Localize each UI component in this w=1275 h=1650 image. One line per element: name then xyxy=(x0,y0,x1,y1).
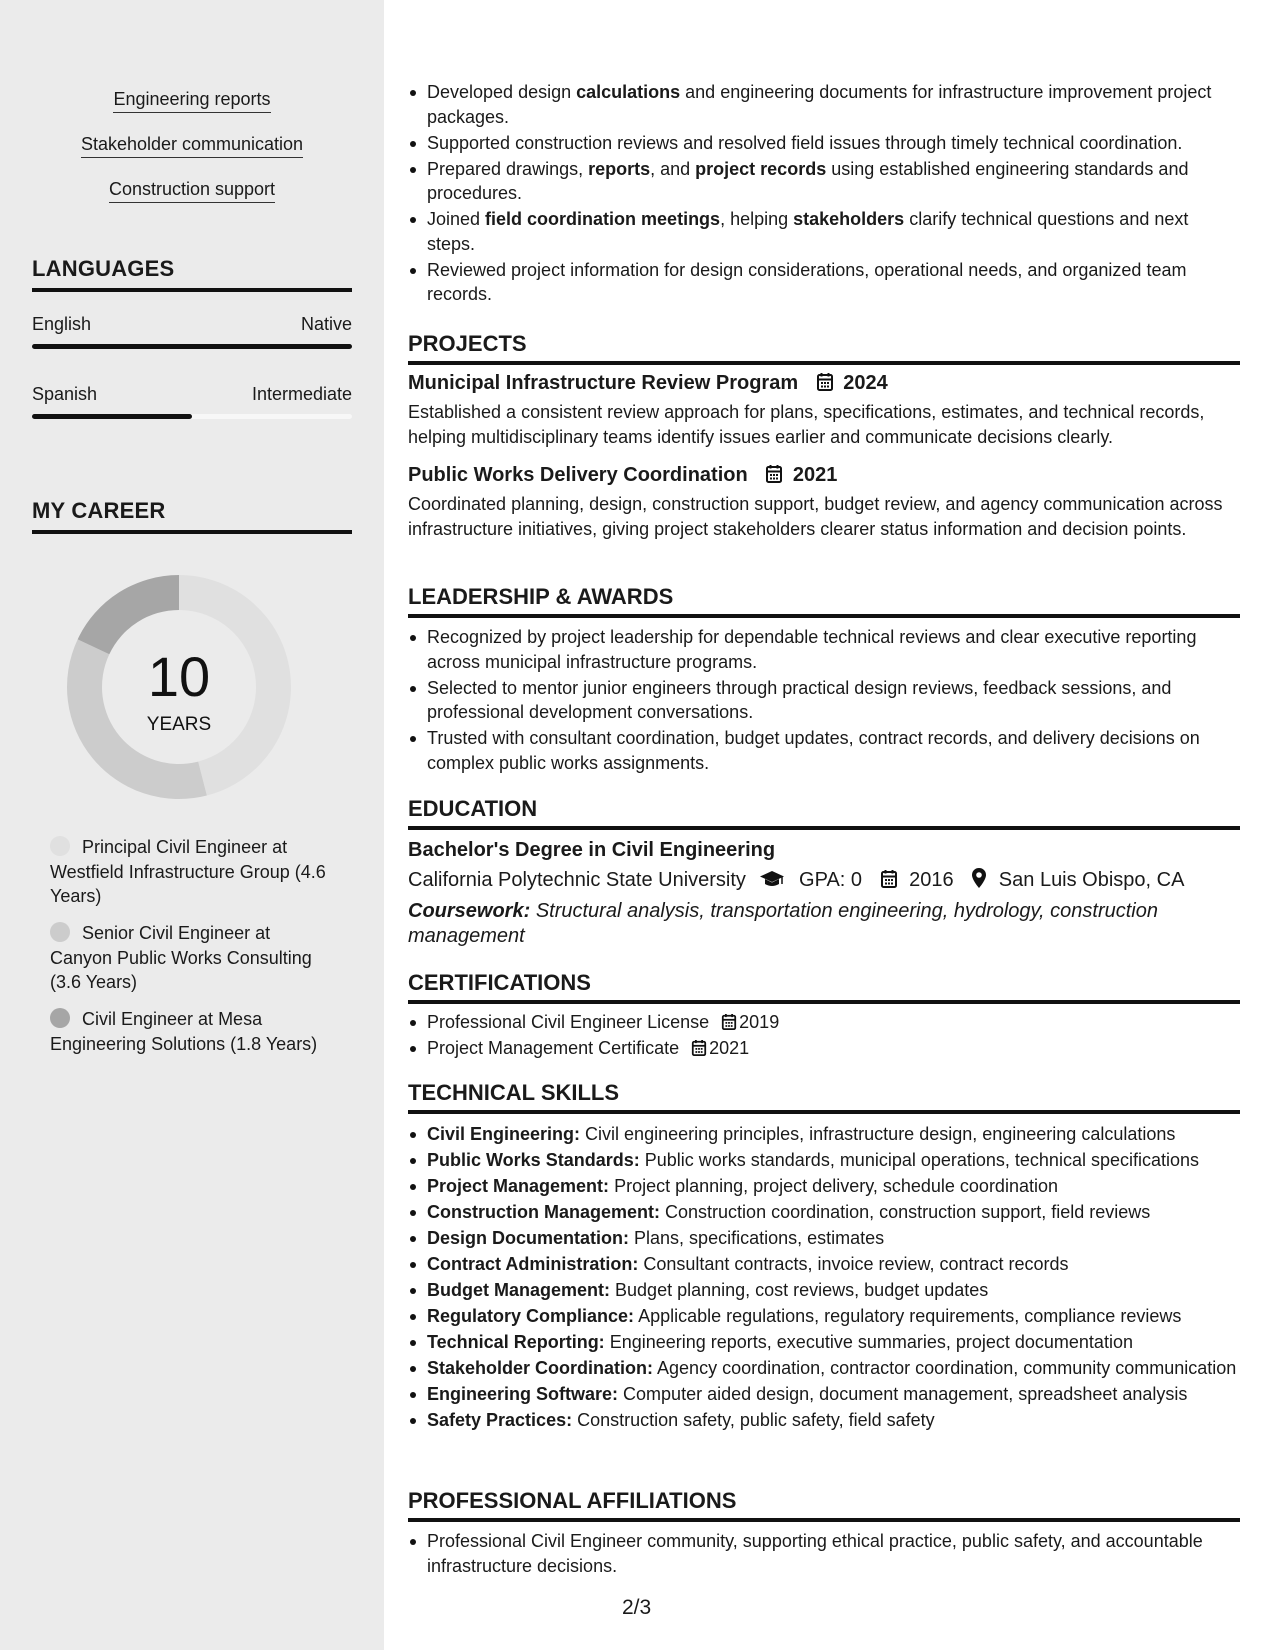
project-title xyxy=(408,370,888,396)
legend-dot-icon xyxy=(50,1008,70,1028)
affiliation-item: Professional Civil Engineer community, supporting ethical practice, public safety, and accountable infrastructure decisions. xyxy=(408,1529,1240,1578)
calendar-icon xyxy=(691,1039,707,1057)
skill-tag xyxy=(0,88,384,113)
career-total-years: 10 xyxy=(147,645,211,708)
leadership-item: Recognized by project leadership for dependable technical reviews and clear executive reporting across municipal infrastructure programs. xyxy=(408,625,1240,674)
skill-text: Public works standards, municipal operations, technical specifications xyxy=(644,1150,1200,1170)
legend-dot-icon xyxy=(50,836,70,856)
language-level: Intermediate xyxy=(251,384,352,404)
career-legend-label: Senior Civil Engineer at Canyon Public Works Consulting (3.6 Years) xyxy=(50,923,312,992)
language-proficiency-fill xyxy=(32,344,352,349)
technical-skills-list xyxy=(408,1122,1240,1434)
language-level: Native xyxy=(300,314,352,334)
project-description: Coordinated planning, design, construction support, budget review, and agency communication across infrastructure initiatives, giving project stakeholders clearer status information and decision points. xyxy=(408,494,1223,539)
gpa: GPA: 0 xyxy=(799,869,863,891)
career-legend-item xyxy=(50,921,330,995)
coursework xyxy=(408,899,1208,949)
skill-label: Contract Administration: xyxy=(427,1254,639,1274)
calendar-icon xyxy=(816,372,834,392)
skill-label: Civil Engineering: xyxy=(427,1124,581,1144)
language-name: Spanish xyxy=(32,384,98,404)
education-heading: EDUCATION xyxy=(408,795,1240,830)
skill-label: Budget Management: xyxy=(427,1280,611,1300)
skill-tag-label: Stakeholder communication xyxy=(81,133,303,158)
project-name: Public Works Delivery Coordination xyxy=(408,464,748,486)
education-details xyxy=(408,867,1184,893)
skill-text: Budget planning, cost reviews, budget updates xyxy=(615,1280,989,1300)
leadership-heading: LEADERSHIP & AWARDS xyxy=(408,583,1240,618)
skill-text: Agency coordination, contractor coordination, community communication xyxy=(657,1358,1237,1378)
project-name: Municipal Infrastructure Review Program xyxy=(408,372,799,394)
calendar-icon xyxy=(880,869,898,889)
school-location: San Luis Obispo, CA xyxy=(998,869,1185,891)
location-pin-icon xyxy=(971,867,987,889)
page-number: 2/3 xyxy=(622,1596,652,1619)
career-total-unit: YEARS xyxy=(146,714,212,735)
career-heading: MY CAREER xyxy=(32,498,352,534)
sidebar xyxy=(0,0,384,1650)
leadership-list xyxy=(408,625,1240,777)
projects-heading: PROJECTS xyxy=(408,330,1240,365)
technical-skill xyxy=(408,1122,1240,1147)
skill-text: Construction safety, public safety, field safety xyxy=(577,1410,935,1430)
technical-skill xyxy=(408,1278,1240,1303)
project-year: 2021 xyxy=(792,464,838,486)
project-description: Established a consistent review approach for plans, specifications, estimates, and technical records, helping multidisciplinary teams identify issues earlier and communicate decisions clearly. xyxy=(408,402,1205,447)
technical-skill xyxy=(408,1356,1240,1381)
technical-skill xyxy=(408,1304,1240,1329)
technical-skills-heading: TECHNICAL SKILLS xyxy=(408,1079,1240,1114)
language-name: English xyxy=(32,314,92,334)
certification-item xyxy=(408,1036,1240,1061)
certifications-heading: CERTIFICATIONS xyxy=(408,969,1240,1004)
skill-tag-label: Engineering reports xyxy=(113,88,270,113)
technical-skill xyxy=(408,1174,1240,1199)
certification-name: Professional Civil Engineer License xyxy=(427,1012,710,1032)
technical-skill xyxy=(408,1382,1240,1407)
certification-item xyxy=(408,1010,1240,1035)
experience-bullets xyxy=(408,80,1240,308)
language-proficiency-bar xyxy=(32,414,352,419)
language-proficiency-fill xyxy=(32,414,192,419)
graduation-year: 2016 xyxy=(909,869,954,891)
skill-text: Consultant contracts, invoice review, contract records xyxy=(643,1254,1069,1274)
project-title xyxy=(408,462,837,488)
skill-label: Project Management: xyxy=(427,1176,610,1196)
career-legend-item xyxy=(50,1007,330,1056)
career-total xyxy=(66,574,292,800)
certifications-list xyxy=(408,1010,1240,1062)
skill-tag xyxy=(0,178,384,203)
language-proficiency-bar xyxy=(32,344,352,349)
technical-skill xyxy=(408,1330,1240,1355)
skill-text: Computer aided design, document management, spreadsheet analysis xyxy=(623,1384,1188,1404)
affiliations-list xyxy=(408,1529,1240,1580)
skill-label: Construction Management: xyxy=(427,1202,661,1222)
career-legend-item xyxy=(50,835,330,909)
technical-skill xyxy=(408,1200,1240,1225)
leadership-item: Trusted with consultant coordination, budget updates, contract records, and delivery decisions on complex public works assignments. xyxy=(408,726,1240,775)
affiliations-heading: PROFESSIONAL AFFILIATIONS xyxy=(408,1487,1240,1522)
legend-dot-icon xyxy=(50,922,70,942)
coursework-text: Structural analysis, transportation engineering, hydrology, construction management xyxy=(408,900,1158,947)
skill-text: Project planning, project delivery, schedule coordination xyxy=(614,1176,1058,1196)
technical-skill xyxy=(408,1148,1240,1173)
experience-bullet: Supported construction reviews and resolved field issues through timely technical coordination. xyxy=(408,131,1240,156)
project-year: 2024 xyxy=(843,372,888,394)
certification-year: 2019 xyxy=(739,1012,780,1032)
skill-text: Civil engineering principles, infrastructure design, engineering calculations xyxy=(585,1124,1176,1144)
experience-bullet: Joined field coordination meetings, helping stakeholders clarify technical questions and next steps. xyxy=(408,207,1240,256)
skill-tag-label: Construction support xyxy=(109,178,275,203)
skill-label: Regulatory Compliance: xyxy=(427,1306,635,1326)
skill-text: Construction coordination, construction support, field reviews xyxy=(665,1202,1151,1222)
certification-name: Project Management Certificate xyxy=(427,1038,680,1058)
degree-title: Bachelor's Degree in Civil Engineering xyxy=(408,839,776,861)
career-legend-label: Principal Civil Engineer at Westfield Infrastructure Group (4.6 Years) xyxy=(50,837,326,906)
skill-label: Stakeholder Coordination: xyxy=(427,1358,654,1378)
certification-year: 2021 xyxy=(709,1038,750,1058)
skill-tag xyxy=(0,133,384,158)
calendar-icon xyxy=(765,464,783,484)
languages-heading: LANGUAGES xyxy=(32,256,352,292)
technical-skill xyxy=(408,1226,1240,1251)
skill-label: Technical Reporting: xyxy=(427,1332,605,1352)
career-legend-label: Civil Engineer at Mesa Engineering Solutions (1.8 Years) xyxy=(50,1009,318,1054)
technical-skill xyxy=(408,1408,1240,1433)
experience-bullet: Prepared drawings, reports, and project records using established engineering standards and procedures. xyxy=(408,157,1240,206)
calendar-icon xyxy=(721,1013,737,1031)
coursework-label: Coursework: xyxy=(408,900,531,922)
skill-label: Engineering Software: xyxy=(427,1384,619,1404)
school-name: California Polytechnic State University xyxy=(408,869,746,891)
experience-bullet: Reviewed project information for design considerations, operational needs, and organized team records. xyxy=(408,258,1240,307)
graduation-cap-icon xyxy=(759,869,785,889)
experience-bullet: Developed design calculations and engineering documents for infrastructure improvement project packages. xyxy=(408,80,1240,129)
skill-text: Applicable regulations, regulatory requirements, compliance reviews xyxy=(638,1306,1182,1326)
skill-text: Engineering reports, executive summaries, project documentation xyxy=(609,1332,1133,1352)
skill-label: Safety Practices: xyxy=(427,1410,573,1430)
technical-skill xyxy=(408,1252,1240,1277)
skill-label: Design Documentation: xyxy=(427,1228,630,1248)
skill-label: Public Works Standards: xyxy=(427,1150,640,1170)
main-content xyxy=(408,0,1240,1650)
skill-text: Plans, specifications, estimates xyxy=(634,1228,885,1248)
leadership-item: Selected to mentor junior engineers through practical design reviews, feedback sessions, and professional development conversations. xyxy=(408,676,1240,725)
